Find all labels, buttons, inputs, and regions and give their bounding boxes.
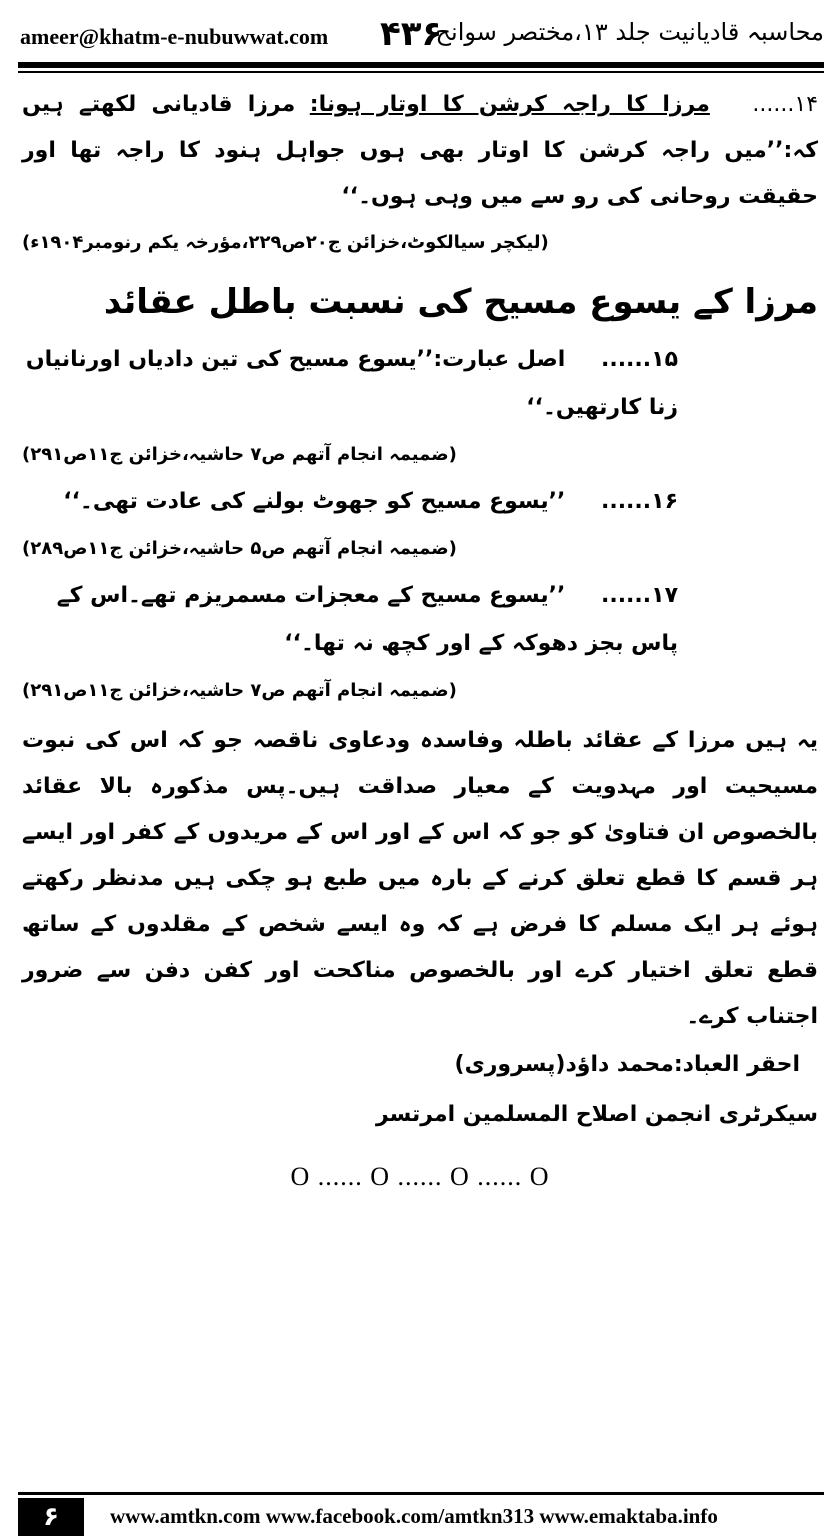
closing-paragraph: یہ ہیں مرزا کے عقائد باطلہ وفاسدہ ودعاوی ناقصہ جو کہ اس کی نبوت مسیحیت اور مہدویت کے معیار صداقت ہیں۔پس مذکورہ بالا عقائد بالخصوص ان فتاویٰ کو جو کہ اس کے اور اس کے مریدوں کے کفر اور ایسے ہر قسم کا قطع تعلق کرنے کے بارہ میں طبع ہو چکی ہیں مدنظر رکھتے ہوئے ہر ایک مسلم کا فرض ہے کہ وہ ایسے شخص کے مقلدوں کے ساتھ قطع تعلق اختیار کرے اور بالخصوص مناکحت اور کفن دفن سے ضرور اجتناب کرے۔	[22, 728, 818, 1029]
item-15-text: اصل عبارت:’’یسوع مسیح کی تین دادیاں اورنانیاں زنا کارتھیں۔‘‘	[25, 347, 678, 420]
section-separator: O ...... O ...... O ...... O	[290, 1162, 550, 1191]
signature-title: سیکرٹری انجمن اصلاح المسلمین امرتسر	[375, 1102, 818, 1127]
item-15-number: ۱۵......	[600, 347, 678, 372]
page-header	[0, 0, 840, 60]
item-17-number: ۱۷......	[600, 583, 678, 608]
item-14-heading: مرزا کا راجہ کرشن کا اوتار ہونا:	[309, 92, 710, 117]
page-footer	[18, 1492, 824, 1536]
signature-name: احقر العباد:محمد داؤد(پسروری)	[454, 1052, 800, 1077]
item-14-number: ۱۴......	[752, 92, 819, 117]
item-14-reference: (لیکچر سیالکوٹ،خزائن ج۲۰ص۲۲۹،مؤرخہ یکم رنومبر۱۹۰۴ء)	[22, 232, 549, 253]
footer-links: www.amtkn.com www.facebook.com/amtkn313 www.emaktaba.info	[110, 1504, 718, 1528]
item-17-reference: (ضمیمہ انجام آتھم ص۷ حاشیہ،خزائن ج۱۱ص۲۹۱)	[22, 680, 457, 701]
item-16-number: ۱۶......	[600, 489, 678, 514]
item-16	[22, 478, 818, 526]
page-number: ۴۳۶	[380, 14, 443, 54]
header-rule-thick	[18, 62, 824, 68]
item-15-reference: (ضمیمہ انجام آتھم ص۷ حاشیہ،خزائن ج۱۱ص۲۹۱)	[22, 444, 457, 465]
section-title: مرزا کے یسوع مسیح کی نسبت باطل عقائد	[103, 282, 818, 322]
item-17	[22, 572, 818, 668]
header-rule-thin	[18, 71, 824, 73]
book-title: محاسبہ قادیانیت جلد ۱۳،مختصر سوانح	[435, 18, 824, 46]
footer-rule	[18, 1492, 824, 1495]
footer-page-number: ۶	[18, 1498, 84, 1536]
header-email: ameer@khatm-e-nubuwwat.com	[20, 24, 329, 49]
item-14	[22, 82, 818, 220]
item-15	[22, 336, 818, 432]
page-content	[22, 82, 818, 1192]
item-16-reference: (ضمیمہ انجام آتھم ص۵ حاشیہ،خزائن ج۱۱ص۲۸۹)	[22, 538, 457, 559]
item-16-text: ’’یسوع مسیح کو جھوٹ بولنے کی عادت تھی۔‘‘	[63, 489, 566, 514]
item-17-text: ’’یسوع مسیح کے معجزات مسمریزم تھے۔اس کے پاس بجز دھوکہ کے اور کچھ نہ تھا۔‘‘	[56, 583, 678, 656]
item-14-text: مرزا قادیانی لکھتے ہیں کہ:’’میں راجہ کرشن کا اوتار بھی ہوں جواہل ہنود کا راجہ تھا اور حقیقت روحانی کی رو سے میں وہی ہوں۔‘‘	[22, 92, 818, 209]
